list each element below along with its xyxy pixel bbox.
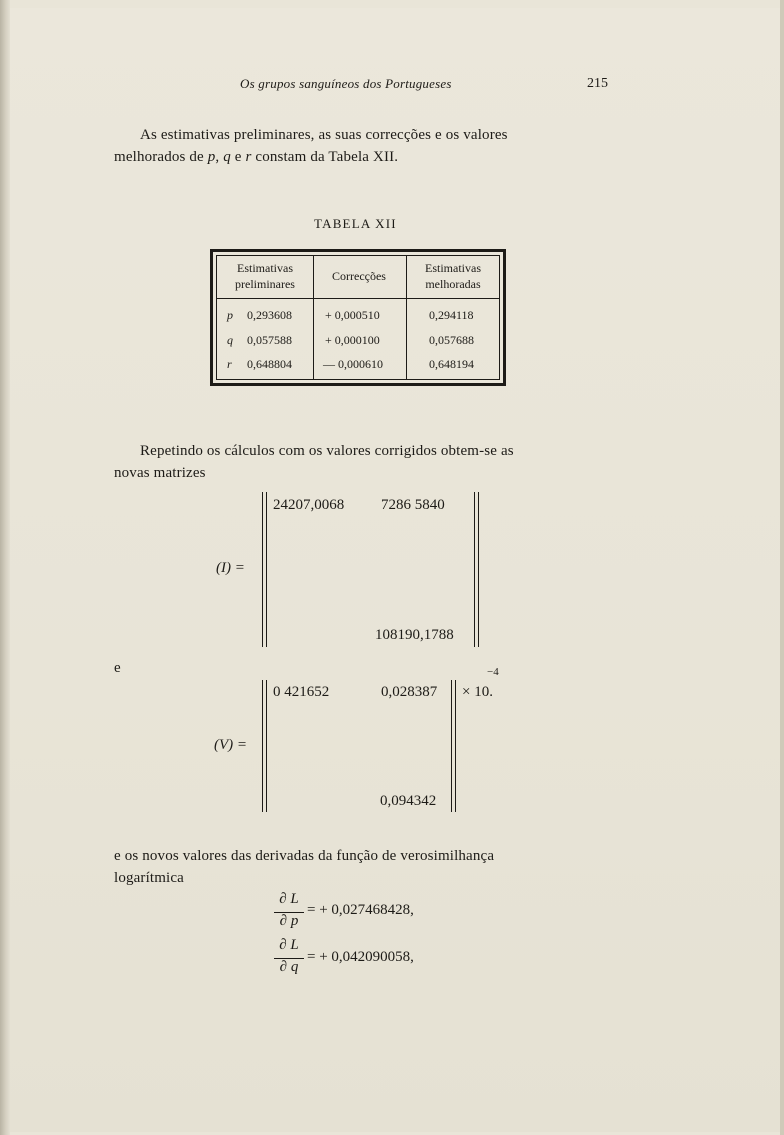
matrix-v-left-bar-inner: [266, 680, 267, 812]
matrix-i-label: (I) =: [216, 560, 245, 576]
deriv-1-numerator: ∂ L: [279, 891, 299, 907]
deriv-2-numerator: ∂ L: [279, 937, 299, 953]
matrix-i-a11: 24207,0068: [273, 497, 345, 513]
matrix-v-exponent: −4: [487, 666, 499, 678]
paragraph-intro: [140, 124, 508, 146]
row-p-corr: + 0,000510: [325, 308, 380, 322]
header-melhoradas: [407, 260, 499, 292]
var-r: r: [245, 149, 252, 165]
paragraph-intro-line1: As estimativas preliminares, as suas correcções e os valores: [140, 127, 508, 143]
running-title: Os grupos sanguíneos dos Portugueses: [240, 76, 452, 91]
paragraph-intro-cont: [114, 146, 398, 168]
matrix-i-right-bar-outer: [478, 492, 479, 647]
paragraph-repetindo-line2: novas matrizes: [114, 465, 206, 481]
row-r-corr: — 0,000610: [323, 357, 383, 371]
paragraph-derivadas-line1: e os novos valores das derivadas da função de verosimilhança: [114, 848, 495, 864]
text-e: e: [230, 149, 246, 165]
page-gutter: [0, 0, 10, 1135]
paragraph-repetindo-line1: Repetindo os cálculos com os valores corrigidos obtem-se as: [140, 443, 514, 459]
paragraph-intro-line2: [114, 146, 398, 168]
row-q-improved: 0,057688: [429, 333, 474, 347]
paragraph-repetindo-cont: [114, 462, 206, 484]
deriv-2-denominator: ∂ q: [279, 959, 299, 975]
table-col-rule-2: [406, 256, 407, 379]
row-q-prelim: 0,057588: [247, 333, 292, 347]
header-preliminares: [219, 260, 311, 292]
paragraph-repetindo: [140, 440, 514, 462]
matrix-v-label: (V) =: [214, 737, 248, 753]
row-p-improved: 0,294118: [429, 308, 474, 322]
conjunction-e: e: [114, 660, 121, 676]
var-q: q: [223, 149, 231, 165]
header-melhoradas-l2: melhoradas: [425, 277, 481, 291]
header-preliminares-l1: Estimativas: [237, 261, 293, 275]
row-p-prelim: 0,293608: [247, 308, 292, 322]
deriv-1-value: = + 0,027468428,: [307, 902, 414, 918]
table-xii: [210, 249, 506, 386]
row-p-var: p: [227, 308, 233, 322]
text-post: constam da Tabela XII.: [251, 149, 399, 165]
matrix-v-left-bar-outer: [262, 680, 263, 812]
table-col-rule-1: [313, 256, 314, 379]
matrix-i-a12: 7286 5840: [381, 497, 445, 513]
matrix-v-a22: 0,094342: [380, 793, 437, 809]
page-number: 215: [587, 76, 608, 91]
table-header-rule: [216, 298, 500, 299]
matrix-v-right-bar-outer: [455, 680, 456, 812]
matrix-v-a11: 0 421652: [273, 684, 330, 700]
row-r-improved: 0,648194: [429, 357, 474, 371]
matrix-i-left-bar-inner: [266, 492, 267, 647]
row-r-prelim: 0,648804: [247, 357, 292, 371]
matrix-i-a22: 108190,1788: [375, 627, 454, 643]
table-caption: TABELA XII: [314, 216, 397, 231]
deriv-1-denominator: ∂ p: [279, 913, 299, 929]
page-right-edge: [780, 0, 784, 1135]
row-r-var: r: [227, 357, 232, 371]
deriv-2-value: = + 0,042090058,: [307, 949, 414, 965]
matrix-i-right-bar-inner: [474, 492, 475, 647]
paragraph-derivadas: [114, 845, 494, 889]
text-comma: ,: [215, 149, 224, 165]
row-q-var: q: [227, 333, 233, 347]
var-p: p: [207, 149, 216, 165]
matrix-v-a12: 0,028387: [381, 684, 438, 700]
row-q-corr: + 0,000100: [325, 333, 380, 347]
matrix-i-left-bar-outer: [262, 492, 263, 647]
paragraph-derivadas-line2: logarítmica: [114, 870, 184, 886]
header-melhoradas-l1: Estimativas: [425, 261, 481, 275]
text-pre: melhorados de: [114, 149, 208, 165]
header-correccoes: Correcções: [332, 269, 386, 283]
matrix-v-right-bar-inner: [451, 680, 452, 812]
matrix-v-factor: × 10.: [462, 684, 493, 700]
header-preliminares-l2: preliminares: [235, 277, 295, 291]
